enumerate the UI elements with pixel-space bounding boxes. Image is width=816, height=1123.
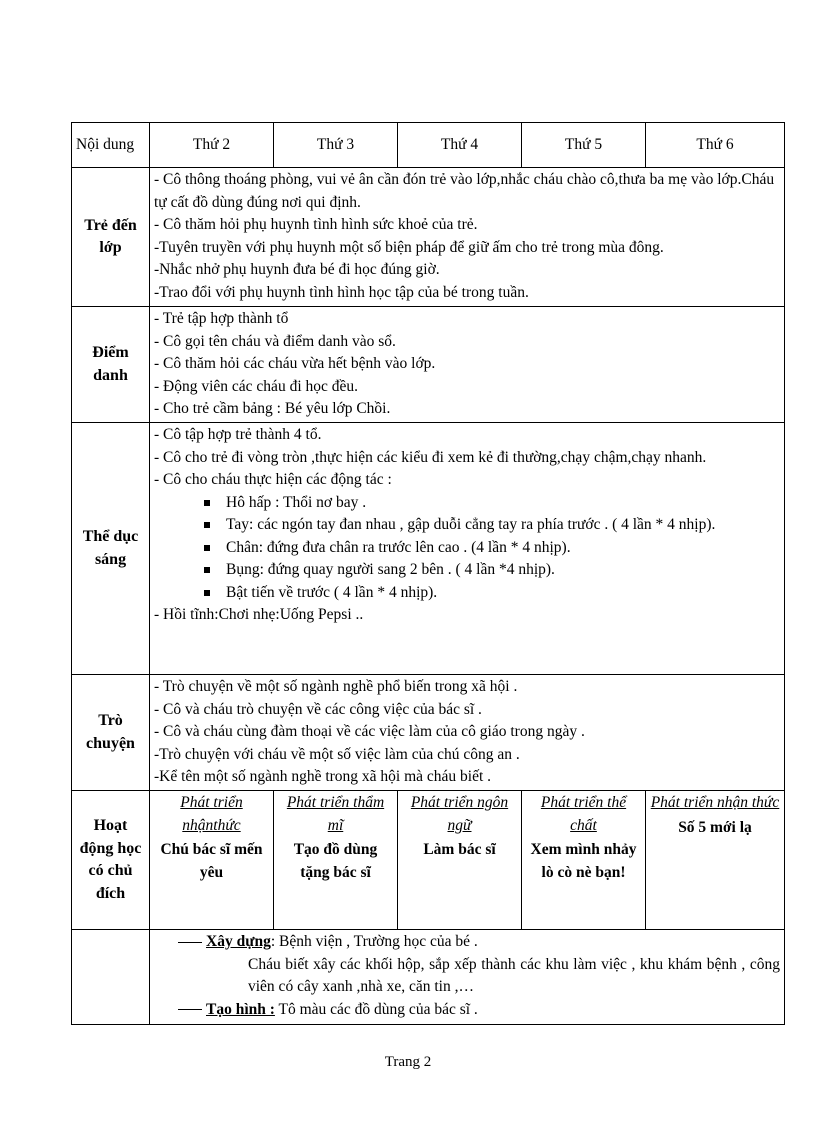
content-line: - Hồi tĩnh:Chơi nhẹ:Uống Pepsi .. [154, 606, 364, 623]
activity-category: Phát triển thể chất [540, 794, 627, 834]
exercise-item: Bật tiến về trước ( 4 lần * 4 nhịp). [226, 582, 780, 605]
xay-dung-detail: Cháu biết xây các khối hộp, sắp xếp thành các khu làm việc , khu khám bệnh , công viên có cây xanh ,nhà xe, căn tin ,… [248, 955, 780, 995]
exercise-item: Bụng: đứng quay người sang 2 bên . ( 4 lần *4 nhịp). [226, 559, 780, 582]
activity-title: Làm bác sĩ [423, 841, 496, 858]
xay-dung-line [154, 931, 780, 954]
row-content [150, 307, 785, 423]
bullet-square-icon [204, 545, 210, 551]
activity-cell [150, 791, 274, 930]
content-line: -Nhắc nhở phụ huynh đưa bé đi học đúng giờ. [154, 261, 440, 278]
exercise-item: Chân: đứng đưa chân ra trước lên cao . (4 lần * 4 nhịp). [226, 537, 780, 560]
dash-mark [178, 1009, 202, 1010]
row-content [150, 675, 785, 791]
header-content-label: Nội dung [72, 123, 150, 168]
page-number: Trang 2 [384, 1054, 432, 1070]
content-line: -Trò chuyện với cháu về một số việc làm của chú công an . [154, 745, 520, 763]
bullet-square-icon [204, 522, 210, 528]
row-the-duc-sang [72, 423, 785, 675]
row-diem-danh [72, 307, 785, 423]
bullet-square-icon [204, 590, 210, 596]
row-label: Trẻ đến lớp [72, 168, 150, 307]
bullet-square-icon [204, 567, 210, 573]
bullet-square-icon [204, 500, 210, 506]
content-line: - Cô và cháu trò chuyện về các công việc của bác sĩ . [154, 700, 482, 718]
header-day-5: Thứ 6 [646, 123, 785, 168]
row-content [150, 168, 785, 307]
activity-title: Tạo đồ dùng tặng bác sĩ [293, 841, 378, 881]
xay-dung-label: Xây dựng [206, 933, 271, 950]
header-day-3: Thứ 4 [398, 123, 522, 168]
header-day-2: Thứ 3 [274, 123, 398, 168]
header-day-4: Thứ 5 [522, 123, 646, 168]
row-goc [72, 930, 785, 1025]
content-line: - Cô tập hợp trẻ thành 4 tổ. [154, 426, 322, 443]
header-row [72, 123, 785, 168]
content-line: - Cô thông thoáng phòng, vui vẻ ân cần đón trẻ vào lớp,nhắc cháu chào cô,thưa ba mẹ vào lớp.Cháu tự cất đồ dùng đúng nơi qui định. [154, 171, 775, 211]
activity-category: Phát triển nhậnthức [180, 794, 243, 834]
row-content [150, 930, 785, 1025]
activity-cell [398, 791, 522, 930]
exercise-item: Tay: các ngón tay đan nhau , gập duỗi cẳng tay ra phía trước . ( 4 lần * 4 nhịp). [226, 514, 780, 537]
content-line: -Tuyên truyền với phụ huynh một số biện pháp để giữ ấm cho trẻ trong mùa đông. [154, 238, 664, 256]
content-line: -Trao đổi với phụ huynh tình hình học tập của bé trong tuần. [154, 283, 529, 301]
activity-category: Phát triển nhận thức [650, 794, 780, 811]
tao-hinh-text: Tô màu các đồ dùng của bác sĩ . [274, 1000, 478, 1018]
activity-cell [274, 791, 398, 930]
content-line: - Trò chuyện về một số ngành nghề phổ biến trong xã hội . [154, 678, 518, 695]
tao-hinh-line [154, 999, 780, 1022]
content-line: - Cô thăm hỏi phụ huynh tình hình sức khoẻ của trẻ. [154, 216, 478, 233]
content-line: - Cô cho cháu thực hiện các động tác : [154, 471, 392, 488]
schedule-table [71, 122, 785, 1025]
content-line: - Cô gọi tên cháu và điểm danh vào sổ. [154, 332, 396, 350]
content-line: - Động viên các cháu đi học đều. [154, 377, 359, 395]
content-line: - Cho trẻ cầm bảng : Bé yêu lớp Chồi. [154, 400, 391, 417]
tao-hinh-label: Tạo hình : [206, 1000, 275, 1018]
row-hoat-dong [72, 791, 785, 930]
content-line: - Cô và cháu cùng đàm thoại về các việc làm của cô giáo trong ngày . [154, 723, 585, 740]
activity-category: Phát triển thẩm mĩ [286, 794, 385, 834]
row-tre-den-lop [72, 168, 785, 307]
exercise-item: Hô hấp : Thổi nơ bay . [226, 492, 780, 515]
row-label-empty [72, 930, 150, 1025]
row-content [150, 423, 785, 675]
content-line: - Trẻ tập hợp thành tổ [154, 310, 289, 327]
xay-dung-text: : Bệnh viện , Trường học của bé . [270, 933, 478, 950]
row-label: Hoạt động học có chủ đích [72, 791, 150, 930]
activity-cell [522, 791, 646, 930]
row-label: Điểm danh [72, 307, 150, 423]
activity-cell [646, 791, 785, 930]
dash-mark [178, 942, 202, 943]
activity-title: Số 5 mới lạ [678, 818, 752, 836]
activity-title: Chú bác sĩ mến yêu [160, 841, 263, 881]
row-label: Thể dục sáng [72, 423, 150, 675]
content-line: - Cô cho trẻ đi vòng tròn ,thực hiện các kiểu đi xem kẻ đi thường,chạy chậm,chạy nhanh. [154, 448, 707, 466]
activity-title: Xem mình nhảy lò cò nè bạn! [530, 841, 637, 881]
exercise-list [154, 492, 780, 605]
content-line: -Kể tên một số ngành nghề trong xã hội mà cháu biết . [154, 768, 492, 785]
activity-category: Phát triển ngôn ngữ [410, 794, 509, 834]
content-line: - Cô thăm hỏi các cháu vừa hết bệnh vào lớp. [154, 355, 436, 372]
row-label: Trò chuyện [72, 675, 150, 791]
row-tro-chuyen [72, 675, 785, 791]
header-day-1: Thứ 2 [150, 123, 274, 168]
